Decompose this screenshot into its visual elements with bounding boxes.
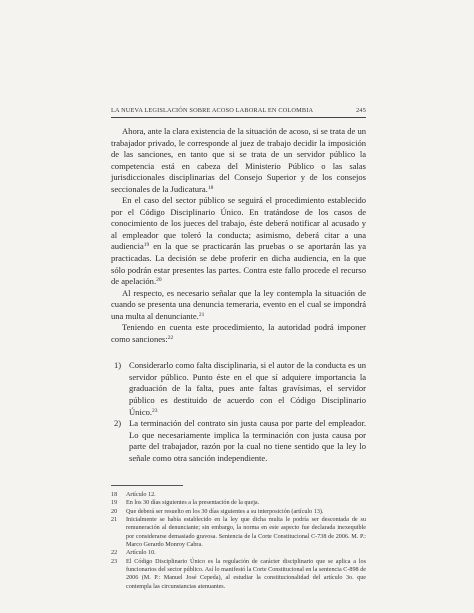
- footnote: 23 El Código Disciplinario Único es la regulación de carácter disciplinario que se aplica a los funcionarios del sector público. Así lo manifestó la Corte Constitucional en la sentencia C-898 de 2006 (M. P.: Manuel José Cepeda), al estudiar la constitucionalidad del artículo 3o. que contempla las circunstancias atenuantes.: [111, 558, 366, 590]
- footnote: 21 Inicialmente se había establecido en la ley que dicha multa le podría ser descontada de su remuneración al denunciante; sin embargo, la norma en este aspecto fue declarada inexequible por considerarse demasiado gravosa. Sentencia de la Corte Constitucional C-738 de 2006. M. P.: Marco Gerardo Monroy Cabra.: [111, 517, 366, 549]
- list-marker: 1): [114, 360, 122, 371]
- footnote-rule: [111, 485, 183, 486]
- footnote-ref[interactable]: 18: [207, 184, 214, 191]
- footnote: 18 Artículo 12.: [111, 492, 156, 498]
- paragraph: Ahora, ante la clara existencia de la situación de acoso, si se trata de un trabajador privado, le corresponde al juez de trabajo decidir la imposición de las sanciones, en tanto que si se trata de un servidor público la competencia está en cabeza del Ministerio Público o las salas jurisdiccionales disciplinarias del Consejo Superior y de los consejos seccionales de la Judicatura.$^{18}$: [111, 126, 366, 194]
- footnote: 20 Que deberá ser resuelto en los 30 días siguientes a su interposición (artículo 13).: [111, 508, 324, 515]
- paragraph: Teniendo en cuenta este procedimiento, la autoridad podrá imponer como sanciones:$^{22}$: [111, 322, 366, 344]
- running-header-title: LA NUEVA LEGISLACIÓN SOBRE ACOSO LABORAL EN COLOMBIA: [111, 107, 314, 114]
- footnote-ref[interactable]: 20: [156, 277, 162, 284]
- page-number: 245: [356, 107, 366, 114]
- footnote-ref[interactable]: 19: [143, 242, 150, 249]
- footnote-ref[interactable]: 21: [198, 311, 205, 318]
- body-text: [111, 126, 366, 464]
- sanctions-list: [111, 360, 366, 464]
- list-item: 2) La terminación del contrato sin justa causa por parte del empleador. Lo que necesariamente implica la terminación con justa causa por parte del trabajador, razón por la cual no tiene sentido que la ley lo señale como otra sanción independiente.: [114, 418, 366, 463]
- footnote-ref[interactable]: 22: [167, 334, 174, 341]
- header-rule: [111, 117, 366, 118]
- list-item: 1) Considerarlo como falta disciplinaria, si el autor de la conducta es un servidor público. Punto éste en el que sí adquiere importancia la graduación de la falta, pues ante faltas gravísimas, el servidor público es destituido de acuerdo con el Código Disciplinario Único.$^{23}$: [114, 360, 366, 417]
- paragraph: En el caso del sector público se seguirá el procedimiento establecido por el Código Disciplinario Único. En tratándose de los casos de conocimiento de los jueces del trabajo, éste deberá notificar al acusado y al empleador que toleró la conducta; asimismo, deberá citar a una audiencia$^{19}$ en la que se practicarán las pruebas o se aportarán las ya practicadas. La decisión se debe proferir en dicha audiencia, en la que sólo podrán estar presentes las partes. Contra este fallo procede el recurso de apelación.$^{20}$: [111, 195, 366, 287]
- footnote-ref[interactable]: 23: [152, 407, 158, 414]
- footnotes: [111, 491, 366, 591]
- paragraph: Al respecto, es necesario señalar que la ley contempla la situación de cuando se presenta una denuncia temeraria, evento en el cual se impondrá una multa al denunciante.$^{21}$: [111, 287, 366, 321]
- footnote: 22 Artículo 10.: [111, 550, 156, 557]
- list-marker: 2): [114, 418, 122, 429]
- footnote: 19 En los 30 días siguientes a la presentación de la queja.: [111, 500, 260, 507]
